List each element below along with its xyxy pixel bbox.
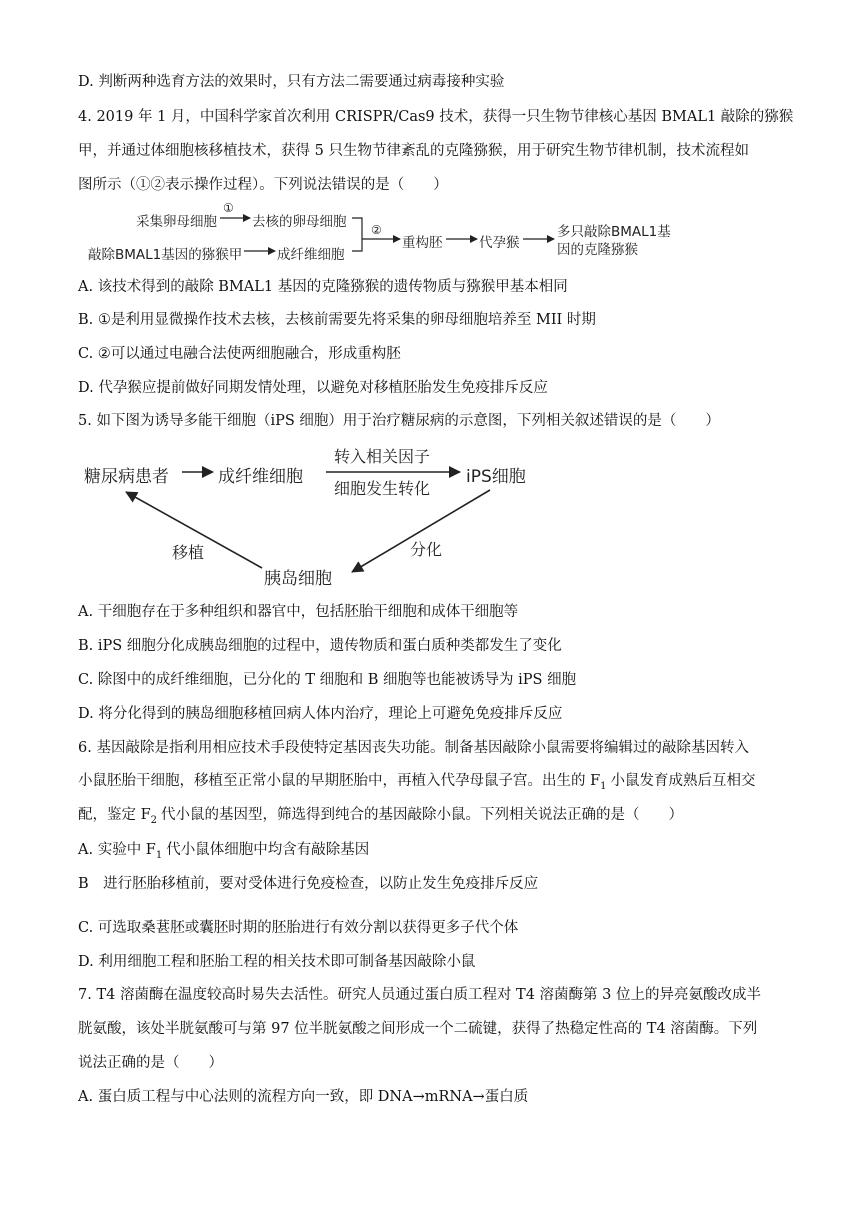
q6-stem-line1: 6. 基因敲除是指利用相应技术手段使特定基因丧失功能。制备基因敲除小鼠需要将编辑过的敲除基因转入 <box>78 740 749 756</box>
q3-option-d: D. 判断两种选育方法的效果时，只有方法二需要通过病毒接种实验 <box>78 74 505 90</box>
d1-enucleated: 去核的卵母细胞 <box>252 214 347 230</box>
q7-stem-line1: 7. T4 溶菌酶在温度较高时易失去活性。研究人员通过蛋白质工程对 T4 溶菌酶第 3 位上的异亮氨酸改成半 <box>78 987 762 1003</box>
d1-fibroblast: 成纤维细胞 <box>277 247 345 263</box>
d1-monkey: 敲除BMAL1基因的猕猴甲 <box>88 247 243 263</box>
d2-ips: iPS细胞 <box>466 467 526 487</box>
q5-stem: 5. 如下图为诱导多能干细胞（iPS 细胞）用于治疗糖尿病的示意图，下列相关叙述错误的是（ ） <box>78 413 720 429</box>
q7-stem-line3: 说法正确的是（ ） <box>78 1055 223 1071</box>
d2-islet: 胰岛细胞 <box>264 569 332 589</box>
q7-stem-line2: 胱氨酸，该处半胱氨酸可与第 97 位半胱氨酸之间形成一个二硫键，获得了热稳定性高的 T4 溶菌酶。下列 <box>78 1021 758 1037</box>
d1-step1: ① <box>223 201 234 215</box>
q4-option-d: D. 代孕猴应提前做好同期发情处理，以避免对移植胚胎发生免疫排斥反应 <box>78 380 548 396</box>
q6-sub-f1: 1 <box>600 780 607 792</box>
q5-option-b: B. iPS 细胞分化成胰岛细胞的过程中，遗传物质和蛋白质种类都发生了变化 <box>78 638 562 654</box>
q4-option-b: B. ①是利用显微操作技术去核，去核前需要先将采集的卵母细胞培养至 MII 时期 <box>78 312 596 328</box>
q6-option-a-a: A. 实验中 F <box>78 842 156 858</box>
q4-stem-line1: 4. 2019 年 1 月，中国科学家首次利用 CRISPR/Cas9 技术，获得一只生物节律核心基因 BMAL1 敲除的猕猴 <box>78 109 794 125</box>
d2-fibroblast: 成纤维细胞 <box>218 467 303 487</box>
q4-option-c: C. ②可以通过电融合法使两细胞融合，形成重构胚 <box>78 346 401 362</box>
d2-differentiate: 分化 <box>410 540 443 559</box>
q6-sub-f1-b: 1 <box>155 849 163 861</box>
d1-oocyte: 采集卵母细胞 <box>136 214 217 230</box>
d1-surrogate: 代孕猴 <box>479 235 520 251</box>
d1-embryo: 重构胚 <box>402 235 443 251</box>
q4-stem-line3: 图所示（①②表示操作过程）。下列说法错误的是（ ） <box>78 177 448 193</box>
q7-option-a: A. 蛋白质工程与中心法则的流程方向一致，即 DNA→mRNA→蛋白质 <box>78 1089 529 1105</box>
q6-stem-line3-b: 代小鼠的基因型，筛选得到纯合的基因敲除小鼠。下列相关说法正确的是（ ） <box>161 807 684 823</box>
d2-arrow-transplant <box>126 492 262 568</box>
q6-option-b: B 进行胚胎移植前，要对受体进行免疫检查，以防止发生免疫排斥反应 <box>78 876 539 892</box>
d1-bracket <box>352 218 362 251</box>
q6-option-a-b: 代小鼠体细胞中均含有敲除基因 <box>166 842 370 858</box>
q6-stem-line2-a: 小鼠胚胎干细胞，移植至正常小鼠的早期胚胎中，再植入代孕母鼠子宫。出生的 F <box>78 773 601 789</box>
d2-arrow-differentiate <box>352 490 490 572</box>
d2-transplant: 移植 <box>172 543 205 562</box>
q6-option-d: D. 利用细胞工程和胚胎工程的相关技术即可制备基因敲除小鼠 <box>78 954 476 970</box>
d1-step2: ② <box>371 223 382 237</box>
q4-stem-line2: 甲，并通过体细胞核移植技术，获得 5 只生物节律紊乱的克隆猕猴，用于研究生物节律机制，技术流程如 <box>78 143 749 159</box>
q6-stem-line2-b: 小鼠发育成熟后互相交 <box>610 773 756 789</box>
d1-result-line2: 因的克隆猕猴 <box>557 242 638 258</box>
q4-option-a: A. 该技术得到的敲除 BMAL1 基因的克隆猕猴的遗传物质与猕猴甲基本相同 <box>78 279 568 295</box>
q6-stem-line3-a: 配，鉴定 F <box>78 807 151 823</box>
q5-option-d: D. 将分化得到的胰岛细胞移植回病人体内治疗，理论上可避免免疫排斥反应 <box>78 706 563 722</box>
q6-sub-f2: 2 <box>150 814 158 826</box>
d2-factor: 转入相关因子 <box>334 447 431 466</box>
q5-option-a: A. 干细胞存在于多种组织和器官中，包括胚胎干细胞和成体干细胞等 <box>78 604 519 620</box>
q6-option-c: C. 可选取桑葚胚或囊胚时期的胚胎进行有效分割以获得更多子代个体 <box>78 920 519 936</box>
d2-transform: 细胞发生转化 <box>334 479 431 498</box>
q5-option-c: C. 除图中的成纤维细胞，已分化的 T 细胞和 B 细胞等也能被诱导为 iPS 细胞 <box>78 672 577 688</box>
d1-result-line1: 多只敲除BMAL1基 <box>557 224 671 240</box>
d2-patient: 糖尿病患者 <box>84 467 169 487</box>
